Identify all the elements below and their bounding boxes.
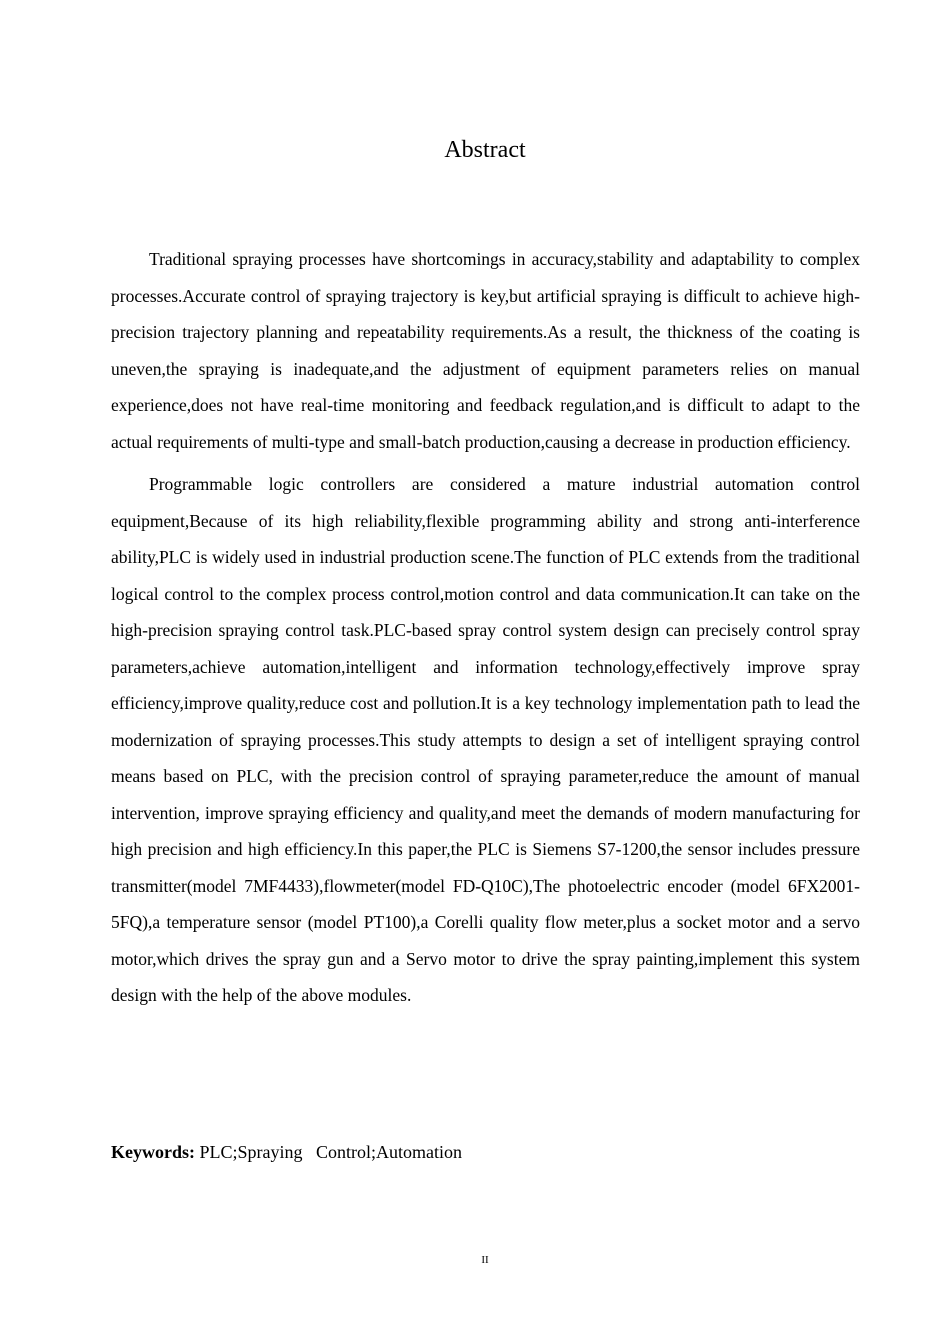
keywords-label: Keywords: [111,1142,195,1162]
keywords-line [111,1138,462,1166]
keywords-value: PLC;Spraying Control;Automation [195,1142,463,1162]
abstract-title: Abstract [444,137,526,163]
page-number: II [481,1254,489,1266]
abstract-body [111,241,860,1020]
abstract-paragraph-1: Traditional spraying processes have shortcomings in accuracy,stability and adaptability to complex processes.Accurate control of spraying trajectory is key,but artificial spraying is difficult to achieve high-precision trajectory planning and repeatability requirements.As a result, the thickness of the coating is uneven,the spraying is inadequate,and the adjustment of equipment parameters relies on manual experience,does not have real-time monitoring and feedback regulation,and is difficult to adapt to the actual requirements of multi-type and small-batch production,causing a decrease in production efficiency. [111,249,860,452]
abstract-paragraph-2: Programmable logic controllers are considered a mature industrial automation control equipment,Because of its high reliability,flexible programming ability and strong anti-interference ability,PLC is widely used in industrial production scene.The function of PLC extends from the traditional logical control to the complex process control,motion control and data communication.It can take on the high-precision spraying control task.PLC-based spray control system design can precisely control spray parameters,achieve automation,intelligent and information technology,effectively improve spray efficiency,improve quality,reduce cost and pollution.It is a key technology implementation path to lead the modernization of spraying processes.This study attempts to design a set of intelligent spraying control means based on PLC, with the precision control of spraying parameter,reduce the amount of manual intervention, improve spraying efficiency and quality,and meet the demands of modern manufacturing for high precision and high efficiency.In this paper,the PLC is Siemens S7-1200,the sensor includes pressure transmitter(model 7MF4433),flowmeter(model FD-Q10C),The photoelectric encoder (model 6FX2001-5FQ),a temperature sensor (model PT100),a Corelli quality flow meter,plus a socket motor and a servo motor,which drives the spray gun and a Servo motor to drive the spray painting,implement this system design with the help of the above modules. [111,474,860,1005]
